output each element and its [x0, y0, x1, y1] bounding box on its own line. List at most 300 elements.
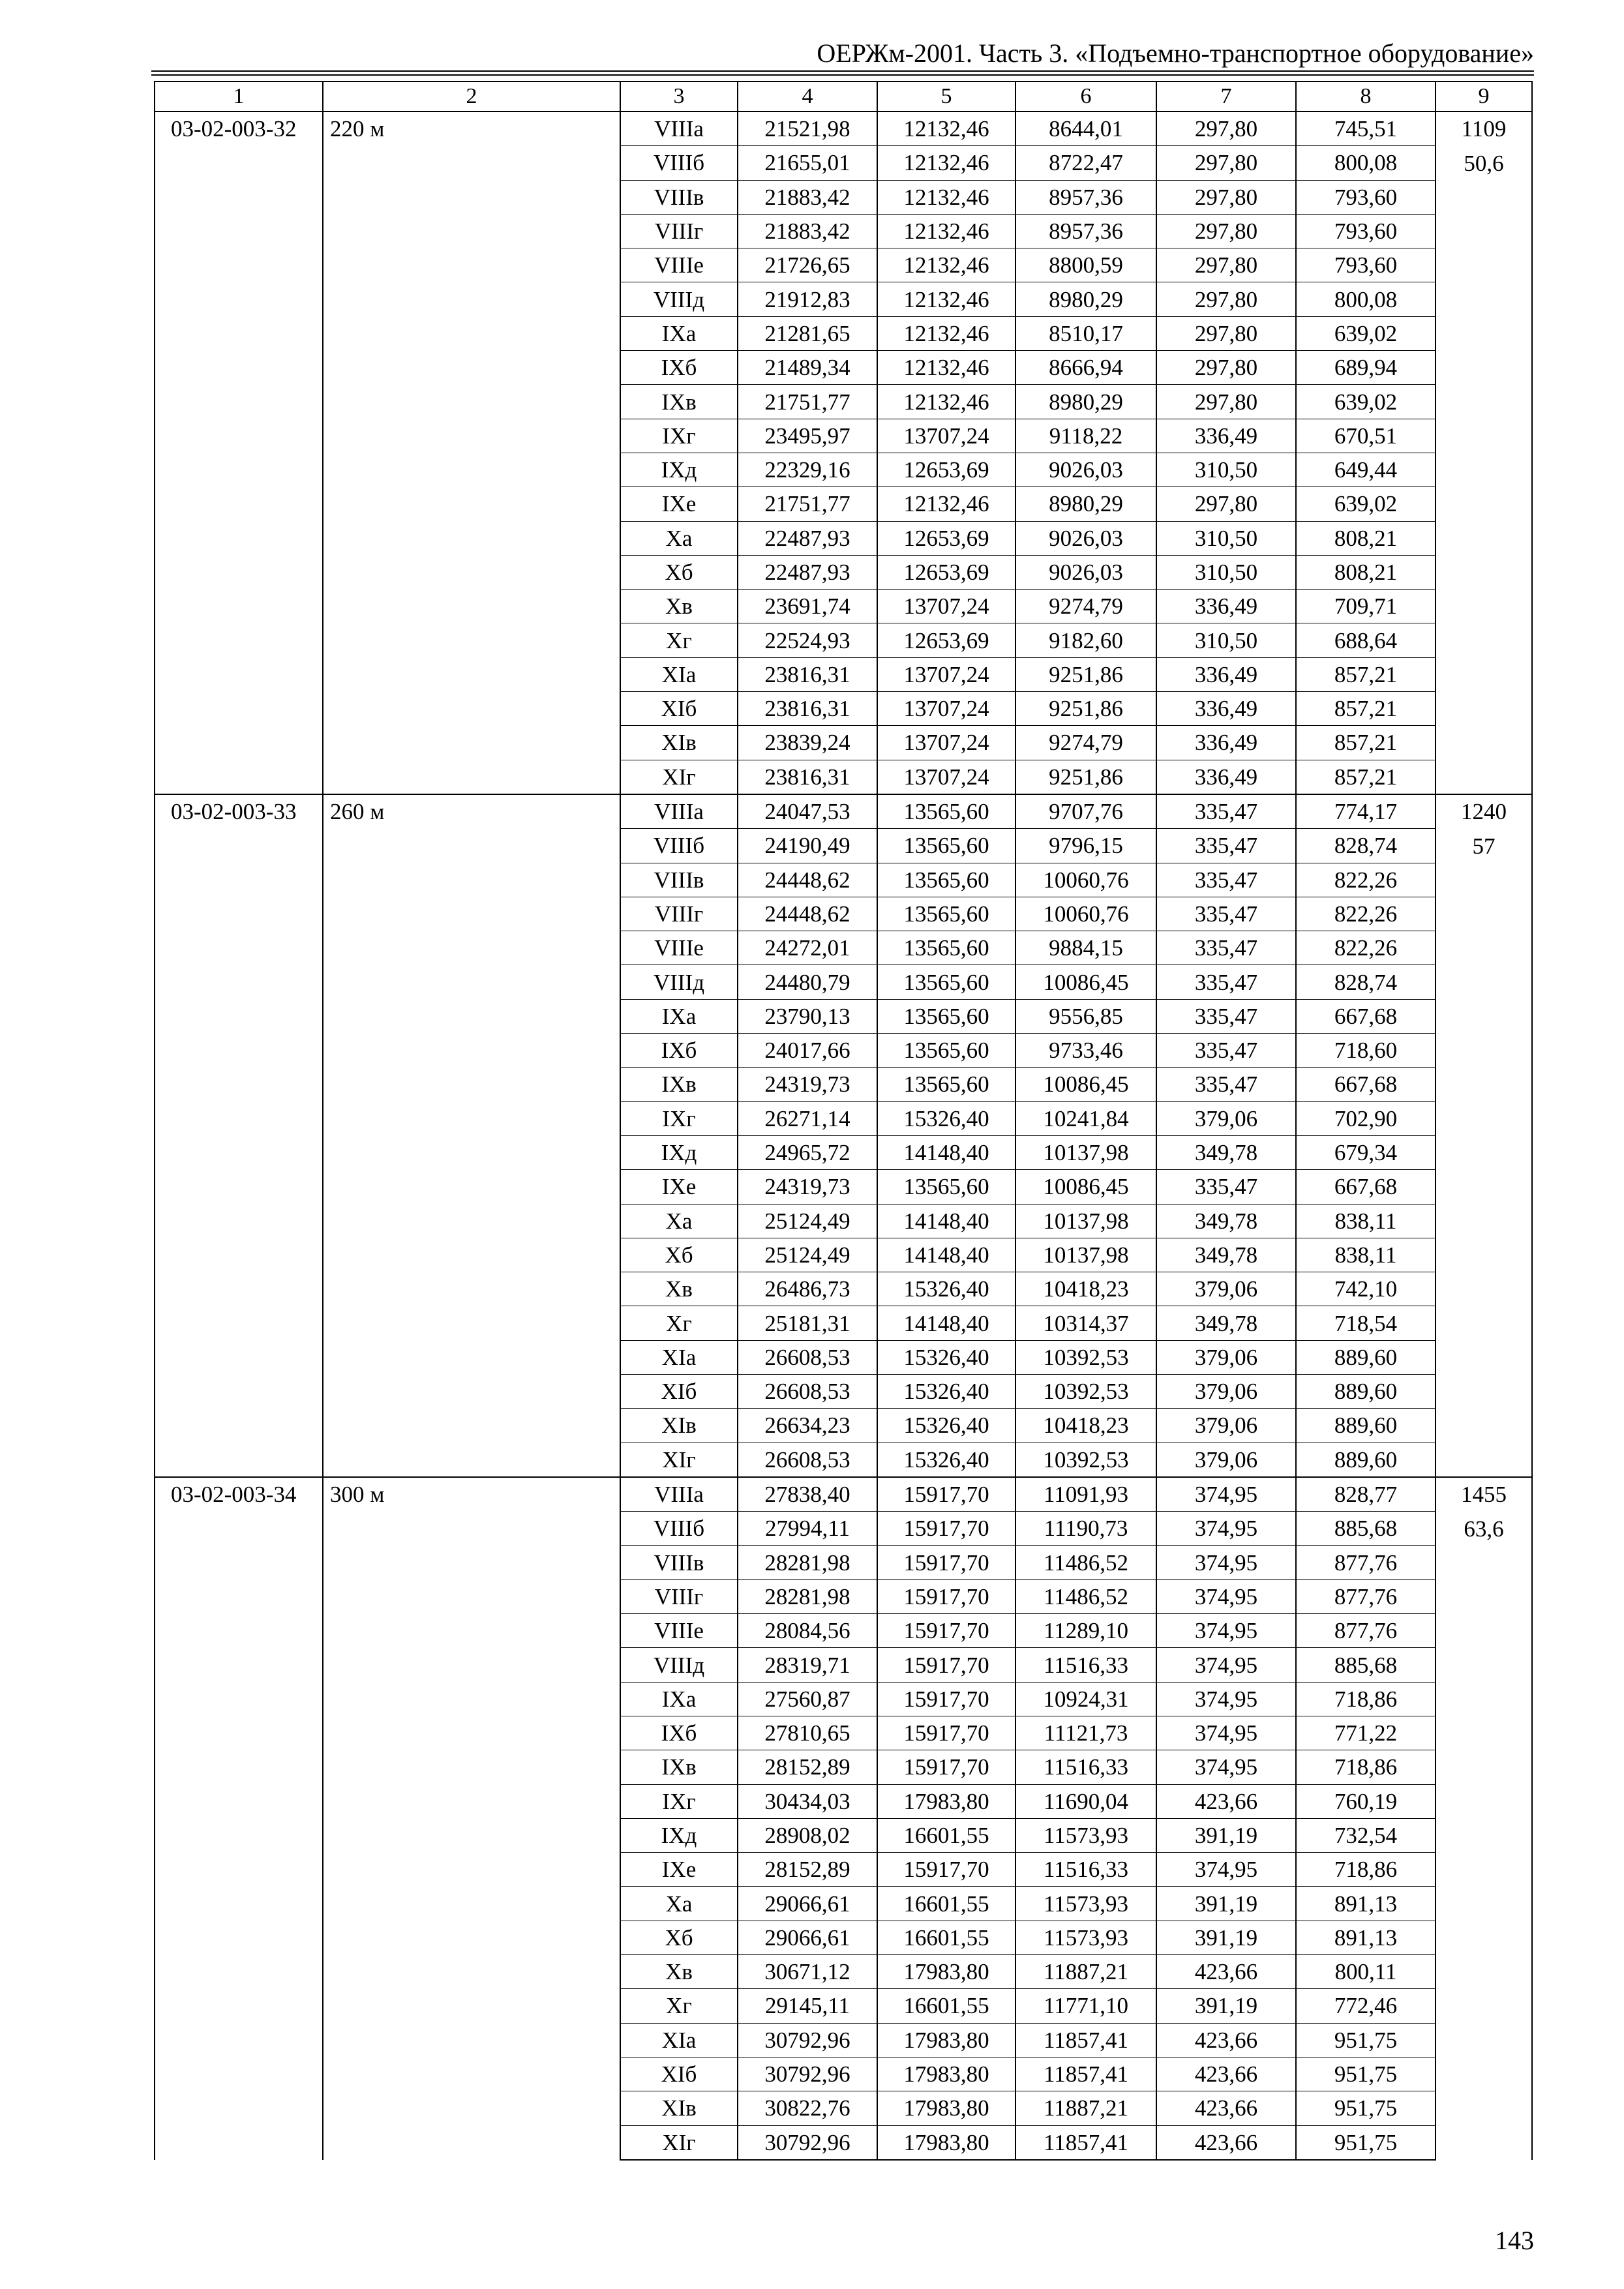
total-cost: 28152,89	[738, 1750, 877, 1784]
materials: 800,11	[1296, 1955, 1436, 1989]
wages: 15917,70	[877, 1648, 1015, 1682]
wages: 15917,70	[877, 1512, 1015, 1546]
materials: 822,26	[1296, 931, 1436, 965]
materials: 679,34	[1296, 1135, 1436, 1169]
total-cost: 23816,31	[738, 657, 877, 691]
wages: 13565,60	[877, 794, 1015, 829]
total-cost: 22524,93	[738, 623, 877, 657]
machine-operation: 10086,45	[1015, 1068, 1156, 1101]
operator-wages: 379,06	[1156, 1443, 1296, 1477]
wages: 15917,70	[877, 1750, 1015, 1784]
total-cost: 23691,74	[738, 590, 877, 623]
materials: 838,11	[1296, 1204, 1436, 1238]
wages: 15326,40	[877, 1340, 1015, 1374]
machine-operation: 9796,15	[1015, 829, 1156, 863]
rate-name: 260 м	[323, 794, 620, 1477]
total-cost: 22329,16	[738, 453, 877, 486]
rate-code: 03-02-003-34	[155, 1477, 323, 2160]
total-cost: 21751,77	[738, 487, 877, 521]
machine-operation: 11516,33	[1015, 1648, 1156, 1682]
zone-class: VIIIб	[620, 1512, 738, 1546]
total-cost: 28281,98	[738, 1579, 877, 1613]
total-cost: 21883,42	[738, 214, 877, 248]
wages: 13565,60	[877, 1170, 1015, 1204]
wages: 12132,46	[877, 351, 1015, 385]
operator-wages: 335,47	[1156, 863, 1296, 897]
machine-operation: 8800,59	[1015, 248, 1156, 282]
zone-class: XIб	[620, 1374, 738, 1408]
operator-wages: 423,66	[1156, 1784, 1296, 1818]
operator-wages: 310,50	[1156, 623, 1296, 657]
zone-class: Xв	[620, 1955, 738, 1989]
materials: 877,76	[1296, 1546, 1436, 1579]
machine-operation: 9026,03	[1015, 521, 1156, 555]
operator-wages: 297,80	[1156, 180, 1296, 214]
operator-wages: 374,95	[1156, 1648, 1296, 1682]
total-cost: 23495,97	[738, 419, 877, 453]
materials: 702,90	[1296, 1101, 1436, 1135]
wages: 13565,60	[877, 829, 1015, 863]
total-cost: 21751,77	[738, 385, 877, 419]
zone-class: Xб	[620, 1238, 738, 1272]
zone-class: IXе	[620, 487, 738, 521]
materials: 885,68	[1296, 1648, 1436, 1682]
wages: 12132,46	[877, 248, 1015, 282]
zone-class: VIIIд	[620, 1648, 738, 1682]
total-cost: 21912,83	[738, 282, 877, 316]
materials: 857,21	[1296, 726, 1436, 760]
machine-operation: 11573,93	[1015, 1921, 1156, 1954]
total-cost: 24272,01	[738, 931, 877, 965]
materials: 670,51	[1296, 419, 1436, 453]
table-row	[155, 1477, 1532, 1512]
total-cost: 25181,31	[738, 1306, 877, 1340]
labor-cost-value: 57	[1472, 833, 1496, 859]
total-cost: 23839,24	[738, 726, 877, 760]
operator-wages: 379,06	[1156, 1101, 1296, 1135]
wages: 12653,69	[877, 453, 1015, 486]
zone-class: VIIIа	[620, 1477, 738, 1512]
materials: 857,21	[1296, 692, 1436, 726]
wages: 12132,46	[877, 282, 1015, 316]
operator-wages: 310,50	[1156, 453, 1296, 486]
machine-operation: 11857,41	[1015, 2057, 1156, 2091]
machine-operation: 11486,52	[1015, 1546, 1156, 1579]
wages: 17983,80	[877, 2125, 1015, 2160]
materials: 667,68	[1296, 999, 1436, 1033]
wages: 13707,24	[877, 692, 1015, 726]
materials: 688,64	[1296, 623, 1436, 657]
total-cost: 21655,01	[738, 146, 877, 180]
page-number: 143	[1495, 2226, 1534, 2255]
operator-wages: 349,78	[1156, 1238, 1296, 1272]
materials: 771,22	[1296, 1716, 1436, 1750]
wages: 16601,55	[877, 1989, 1015, 2023]
total-cost: 24319,73	[738, 1170, 877, 1204]
total-cost: 30822,76	[738, 2091, 877, 2125]
zone-class: XIв	[620, 726, 738, 760]
machine-operation: 10314,37	[1015, 1306, 1156, 1340]
materials: 718,86	[1296, 1682, 1436, 1716]
wages: 12132,46	[877, 112, 1015, 146]
machine-operation: 9026,03	[1015, 555, 1156, 589]
total-cost: 30792,96	[738, 2057, 877, 2091]
operator-wages: 336,49	[1156, 726, 1296, 760]
operator-wages: 349,78	[1156, 1204, 1296, 1238]
machine-operation: 11887,21	[1015, 2091, 1156, 2125]
rate-code: 03-02-003-32	[155, 112, 323, 794]
zone-class: IXв	[620, 1750, 738, 1784]
column-number: 5	[877, 82, 1015, 112]
machine-operation: 11516,33	[1015, 1750, 1156, 1784]
machine-operation: 10137,98	[1015, 1238, 1156, 1272]
materials: 951,75	[1296, 2057, 1436, 2091]
total-cost: 30792,96	[738, 2125, 877, 2160]
materials: 793,60	[1296, 248, 1436, 282]
materials: 742,10	[1296, 1272, 1436, 1306]
column-number: 7	[1156, 82, 1296, 112]
total-cost: 23816,31	[738, 760, 877, 794]
operator-wages: 335,47	[1156, 1034, 1296, 1068]
machine-operation: 10924,31	[1015, 1682, 1156, 1716]
operator-wages: 310,50	[1156, 555, 1296, 589]
zone-class: XIг	[620, 760, 738, 794]
wages: 17983,80	[877, 1784, 1015, 1818]
total-cost: 29066,61	[738, 1921, 877, 1954]
labor-cost-value: 63,6	[1464, 1516, 1504, 1542]
header-rule	[151, 74, 1534, 76]
total-cost: 24965,72	[738, 1135, 877, 1169]
machine-operation: 9251,86	[1015, 760, 1156, 794]
wages: 14148,40	[877, 1306, 1015, 1340]
operator-wages: 335,47	[1156, 931, 1296, 965]
operator-wages: 349,78	[1156, 1306, 1296, 1340]
zone-class: VIIIг	[620, 214, 738, 248]
total-cost: 24480,79	[738, 965, 877, 999]
materials: 718,86	[1296, 1750, 1436, 1784]
operator-wages: 335,47	[1156, 829, 1296, 863]
total-cost: 26608,53	[738, 1374, 877, 1408]
operator-wages: 297,80	[1156, 487, 1296, 521]
wages: 12132,46	[877, 316, 1015, 350]
wages: 15326,40	[877, 1272, 1015, 1306]
materials: 828,74	[1296, 965, 1436, 999]
total-cost: 22487,93	[738, 555, 877, 589]
materials: 889,60	[1296, 1374, 1436, 1408]
materials: 639,02	[1296, 316, 1436, 350]
materials: 793,60	[1296, 180, 1436, 214]
wages: 13565,60	[877, 1068, 1015, 1101]
operator-wages: 335,47	[1156, 965, 1296, 999]
zone-class: IXе	[620, 1853, 738, 1887]
machine-operation: 8644,01	[1015, 112, 1156, 146]
running-header: ОЕРЖм-2001. Часть 3. «Подъемно-транспортное оборудование»	[817, 38, 1534, 68]
machine-operation: 11486,52	[1015, 1579, 1156, 1613]
operator-wages: 379,06	[1156, 1272, 1296, 1306]
operator-wages: 391,19	[1156, 1818, 1296, 1852]
operator-wages: 423,66	[1156, 2023, 1296, 2057]
materials: 793,60	[1296, 214, 1436, 248]
wages: 15917,70	[877, 1682, 1015, 1716]
materials: 822,26	[1296, 897, 1436, 931]
total-cost: 27810,65	[738, 1716, 877, 1750]
total-cost: 30671,12	[738, 1955, 877, 1989]
wages: 15326,40	[877, 1443, 1015, 1477]
operator-wages: 335,47	[1156, 897, 1296, 931]
wages: 12132,46	[877, 487, 1015, 521]
rate-name: 220 м	[323, 112, 620, 794]
machine-operation: 11857,41	[1015, 2125, 1156, 2160]
machine-operation: 10086,45	[1015, 965, 1156, 999]
materials: 709,71	[1296, 590, 1436, 623]
materials: 951,75	[1296, 2091, 1436, 2125]
wages: 13565,60	[877, 897, 1015, 931]
zone-class: Xа	[620, 1204, 738, 1238]
machine-operation: 8666,94	[1015, 351, 1156, 385]
total-cost: 27994,11	[738, 1512, 877, 1546]
wages: 17983,80	[877, 2057, 1015, 2091]
wages: 15917,70	[877, 1579, 1015, 1613]
total-cost: 29145,11	[738, 1989, 877, 2023]
operator-wages: 423,66	[1156, 2057, 1296, 2091]
table-body	[155, 82, 1532, 2160]
operator-wages: 336,49	[1156, 590, 1296, 623]
operator-wages: 336,49	[1156, 657, 1296, 691]
machine-operation: 9707,76	[1015, 794, 1156, 829]
wages: 14148,40	[877, 1135, 1015, 1169]
wages: 15917,70	[877, 1716, 1015, 1750]
rates-table	[154, 81, 1533, 2161]
wages: 15326,40	[877, 1409, 1015, 1443]
machine-operation: 8980,29	[1015, 487, 1156, 521]
machine-operation: 8980,29	[1015, 385, 1156, 419]
machine-operation: 8722,47	[1015, 146, 1156, 180]
operator-wages: 374,95	[1156, 1716, 1296, 1750]
wages: 17983,80	[877, 2023, 1015, 2057]
materials: 889,60	[1296, 1409, 1436, 1443]
total-cost: 24017,66	[738, 1034, 877, 1068]
total-cost: 28084,56	[738, 1614, 877, 1648]
materials: 857,21	[1296, 760, 1436, 794]
wages: 12653,69	[877, 555, 1015, 589]
operator-wages: 391,19	[1156, 1921, 1296, 1954]
wages: 15917,70	[877, 1477, 1015, 1512]
zone-class: IXг	[620, 1784, 738, 1818]
wages: 13565,60	[877, 965, 1015, 999]
zone-class: XIв	[620, 1409, 738, 1443]
wages: 12132,46	[877, 214, 1015, 248]
zone-class: VIIIе	[620, 248, 738, 282]
total-cost: 28319,71	[738, 1648, 877, 1682]
total-cost: 26608,53	[738, 1340, 877, 1374]
materials: 732,54	[1296, 1818, 1436, 1852]
labor-costs	[1436, 1477, 1532, 2160]
zone-class: XIг	[620, 2125, 738, 2160]
operator-wages: 297,80	[1156, 112, 1296, 146]
wages: 13565,60	[877, 999, 1015, 1033]
wages: 15326,40	[877, 1101, 1015, 1135]
labor-costs	[1436, 794, 1532, 1477]
zone-class: XIа	[620, 1340, 738, 1374]
column-number: 3	[620, 82, 738, 112]
machine-operation: 9274,79	[1015, 590, 1156, 623]
operator-wages: 349,78	[1156, 1135, 1296, 1169]
labor-costs	[1436, 112, 1532, 794]
operator-wages: 335,47	[1156, 1170, 1296, 1204]
operator-wages: 297,80	[1156, 385, 1296, 419]
materials: 889,60	[1296, 1443, 1436, 1477]
machine-operation: 10418,23	[1015, 1409, 1156, 1443]
materials: 885,68	[1296, 1512, 1436, 1546]
zone-class: VIIIд	[620, 282, 738, 316]
wages: 12653,69	[877, 521, 1015, 555]
machine-operation: 11771,10	[1015, 1989, 1156, 2023]
operator-wages: 423,66	[1156, 2125, 1296, 2160]
total-cost: 26486,73	[738, 1272, 877, 1306]
wages: 16601,55	[877, 1921, 1015, 1954]
wages: 12132,46	[877, 180, 1015, 214]
machine-operation: 11190,73	[1015, 1512, 1156, 1546]
total-cost: 22487,93	[738, 521, 877, 555]
materials: 877,76	[1296, 1579, 1436, 1613]
wages: 14148,40	[877, 1238, 1015, 1272]
zone-class: Xб	[620, 1921, 738, 1954]
zone-class: Xв	[620, 1272, 738, 1306]
zone-class: XIа	[620, 657, 738, 691]
zone-class: Xв	[620, 590, 738, 623]
zone-class: Xг	[620, 623, 738, 657]
total-cost: 24319,73	[738, 1068, 877, 1101]
rate-code: 03-02-003-33	[155, 794, 323, 1477]
materials: 718,60	[1296, 1034, 1436, 1068]
zone-class: Xа	[620, 1887, 738, 1921]
rate-name: 300 м	[323, 1477, 620, 2160]
zone-class: IXб	[620, 1716, 738, 1750]
wages: 12653,69	[877, 623, 1015, 657]
wages: 16601,55	[877, 1887, 1015, 1921]
operator-wages: 297,80	[1156, 351, 1296, 385]
labor-cost-value: 50,6	[1464, 151, 1504, 176]
operator-wages: 374,95	[1156, 1614, 1296, 1648]
materials: 951,75	[1296, 2023, 1436, 2057]
wages: 15917,70	[877, 1614, 1015, 1648]
materials: 808,21	[1296, 521, 1436, 555]
materials: 889,60	[1296, 1340, 1436, 1374]
wages: 13707,24	[877, 657, 1015, 691]
zone-class: VIIIб	[620, 829, 738, 863]
zone-class: VIIIд	[620, 965, 738, 999]
zone-class: IXд	[620, 1135, 738, 1169]
operator-wages: 423,66	[1156, 1955, 1296, 1989]
zone-class: Xг	[620, 1989, 738, 2023]
total-cost: 28281,98	[738, 1546, 877, 1579]
machine-operation: 9884,15	[1015, 931, 1156, 965]
zone-class: IXб	[620, 351, 738, 385]
column-number: 4	[738, 82, 877, 112]
operator-wages: 297,80	[1156, 282, 1296, 316]
zone-class: XIг	[620, 1443, 738, 1477]
zone-class: VIIIб	[620, 146, 738, 180]
zone-class: VIIIв	[620, 180, 738, 214]
machine-operation: 8957,36	[1015, 180, 1156, 214]
materials: 718,86	[1296, 1853, 1436, 1887]
machine-operation: 10060,76	[1015, 897, 1156, 931]
zone-class: VIIIе	[620, 931, 738, 965]
total-cost: 26634,23	[738, 1409, 877, 1443]
operator-wages: 336,49	[1156, 692, 1296, 726]
total-cost: 25124,49	[738, 1204, 877, 1238]
wages: 14148,40	[877, 1204, 1015, 1238]
total-cost: 26608,53	[738, 1443, 877, 1477]
operator-wages: 391,19	[1156, 1887, 1296, 1921]
machine-operation: 11516,33	[1015, 1853, 1156, 1887]
machine-operation: 10418,23	[1015, 1272, 1156, 1306]
operator-wages: 379,06	[1156, 1340, 1296, 1374]
zone-class: IXд	[620, 1818, 738, 1852]
wages: 15326,40	[877, 1374, 1015, 1408]
materials: 667,68	[1296, 1170, 1436, 1204]
operator-wages: 379,06	[1156, 1374, 1296, 1408]
total-cost: 23816,31	[738, 692, 877, 726]
total-cost: 27560,87	[738, 1682, 877, 1716]
wages: 15917,70	[877, 1853, 1015, 1887]
zone-class: IXа	[620, 999, 738, 1033]
total-cost: 25124,49	[738, 1238, 877, 1272]
total-cost: 30792,96	[738, 2023, 877, 2057]
operator-wages: 374,95	[1156, 1853, 1296, 1887]
wages: 13565,60	[877, 931, 1015, 965]
header-rule	[151, 70, 1534, 72]
materials: 822,26	[1296, 863, 1436, 897]
total-cost: 21521,98	[738, 112, 877, 146]
materials: 828,74	[1296, 829, 1436, 863]
machine-operation: 9118,22	[1015, 419, 1156, 453]
materials: 760,19	[1296, 1784, 1436, 1818]
total-cost: 23790,13	[738, 999, 877, 1033]
operator-wages: 297,80	[1156, 214, 1296, 248]
machine-operation: 11857,41	[1015, 2023, 1156, 2057]
total-cost: 24448,62	[738, 897, 877, 931]
labor-cost-value: 1109	[1461, 116, 1507, 142]
materials: 718,54	[1296, 1306, 1436, 1340]
materials: 951,75	[1296, 2125, 1436, 2160]
operator-wages: 335,47	[1156, 794, 1296, 829]
operator-wages: 297,80	[1156, 146, 1296, 180]
total-cost: 28152,89	[738, 1853, 877, 1887]
materials: 639,02	[1296, 487, 1436, 521]
wages: 17983,80	[877, 1955, 1015, 1989]
operator-wages: 335,47	[1156, 1068, 1296, 1101]
zone-class: XIб	[620, 692, 738, 726]
operator-wages: 374,95	[1156, 1512, 1296, 1546]
wages: 12132,46	[877, 385, 1015, 419]
zone-class: VIIIв	[620, 1546, 738, 1579]
zone-class: IXг	[620, 419, 738, 453]
operator-wages: 374,95	[1156, 1546, 1296, 1579]
zone-class: VIIIа	[620, 794, 738, 829]
operator-wages: 374,95	[1156, 1579, 1296, 1613]
machine-operation: 10086,45	[1015, 1170, 1156, 1204]
materials: 828,77	[1296, 1477, 1436, 1512]
machine-operation: 10241,84	[1015, 1101, 1156, 1135]
materials: 891,13	[1296, 1921, 1436, 1954]
wages: 13565,60	[877, 1034, 1015, 1068]
column-number-row	[155, 82, 1532, 112]
total-cost: 21726,65	[738, 248, 877, 282]
machine-operation: 9182,60	[1015, 623, 1156, 657]
zone-class: IXв	[620, 1068, 738, 1101]
table-row	[155, 794, 1532, 829]
